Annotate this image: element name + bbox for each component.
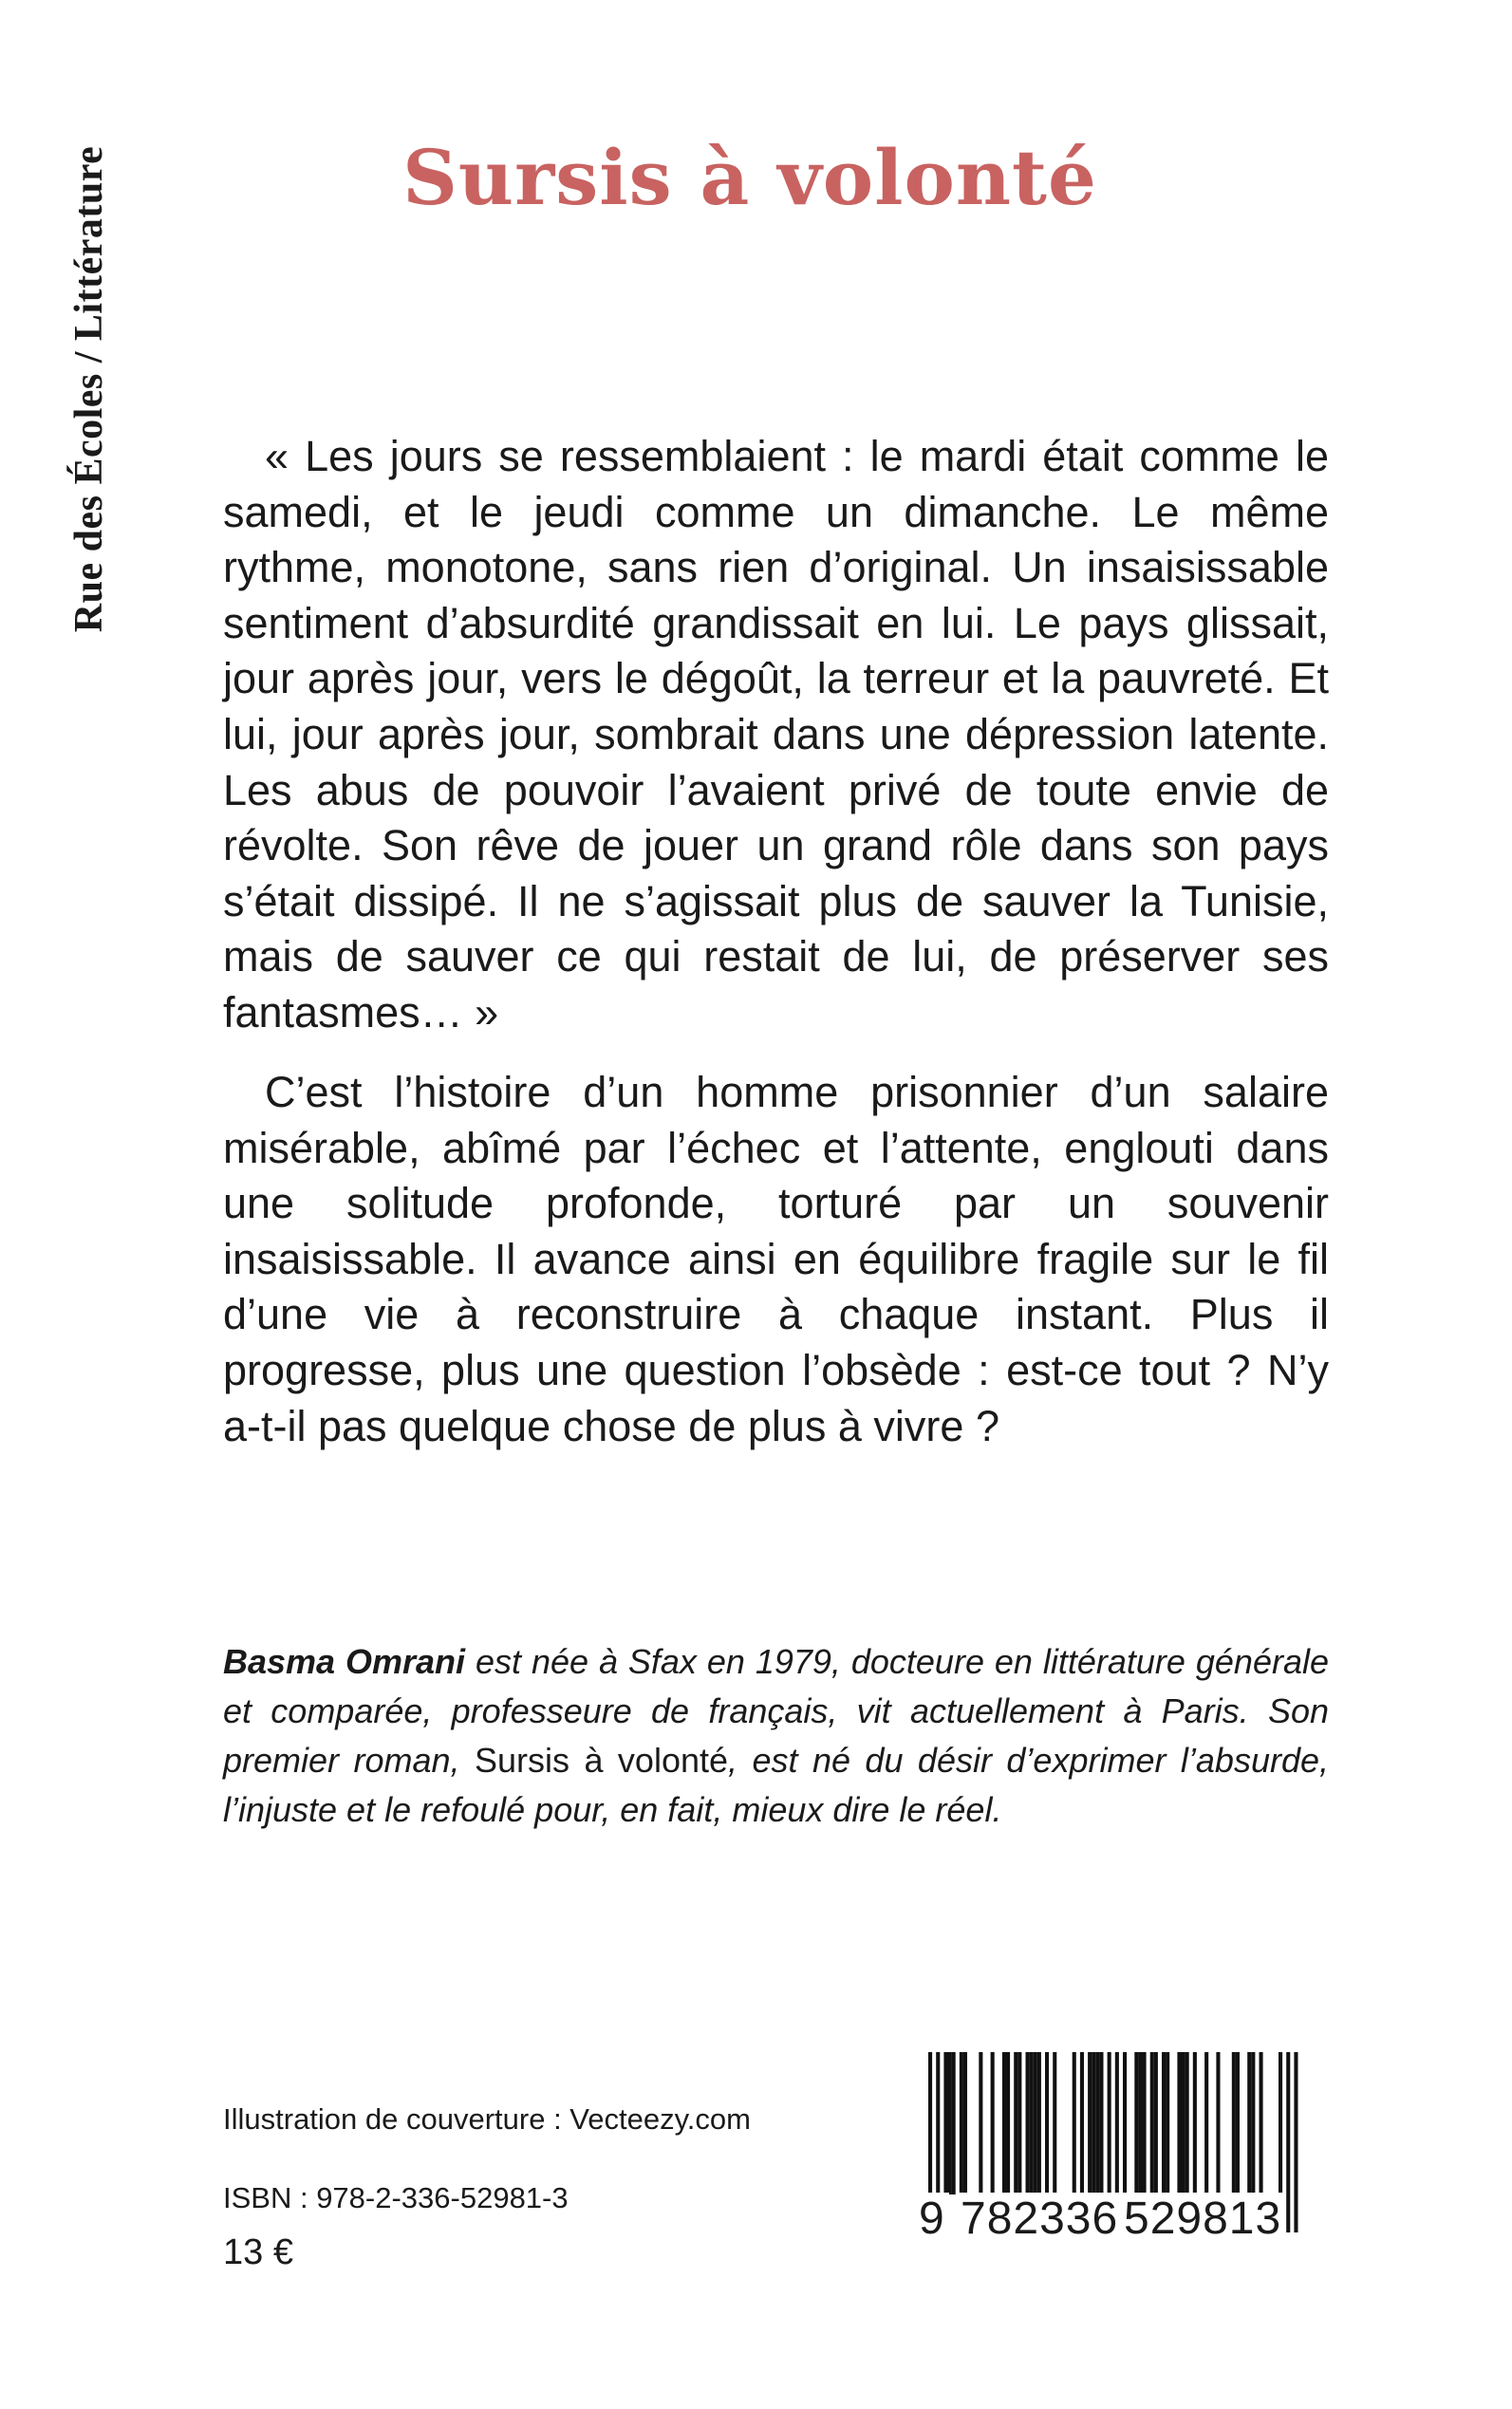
barcode-bar (1279, 2052, 1282, 2194)
barcode-bar (1045, 2052, 1049, 2194)
barcode-group-1: 782336 (957, 2193, 1122, 2245)
collection-text: Rue des Écoles / Littérature (67, 145, 111, 633)
barcode-bar (1006, 2052, 1010, 2194)
barcode-bar (960, 2052, 963, 2194)
author-bio (223, 1637, 1329, 1835)
price-label: 13 € (223, 2232, 293, 2272)
barcode-bar (1123, 2052, 1127, 2194)
barcode-bar (943, 2052, 947, 2194)
barcode-bar (1099, 2052, 1103, 2194)
author-name: Basma Omrani (223, 1642, 466, 1681)
barcode-bar (1247, 2052, 1251, 2194)
excerpt-paragraph: « Les jours se ressemblaient : le mardi était comme le samedi, et le jeudi comme un dimanche. Le même rythme, monotone, sans rien d’original. Un insaisissable sentiment d’absurdité grandissait en lui. Le pays glissait, jour après jour, vers le dégoût, la terreur et la pauvreté. Et lui, jour après jour, sombrait dans une dépression latente. Les abus de pouvoir l’avaient privé de toute envie de révolte. Son rêve de jouer un grand rôle dans son pays s’était dissipé. Il ne s’agissait plus de sauver la Tunisie, mais de sauver ce qui restait de lui, de préserver ses fantasmes… » (223, 432, 1329, 1036)
barcode-bar (1037, 2052, 1041, 2194)
barcode-bar (952, 2052, 956, 2194)
barcode-bar (1193, 2052, 1197, 2194)
summary-paragraph: C’est l’histoire d’un homme prisonnier d’un salaire misérable, abîmé par l’échec et l’attente, englouti dans une solitude profonde, torturé par un souvenir insaisissable. Il avance ainsi en équilibre fragile sur le fil d’une vie à reconstruire à chaque instant. Plus il progresse, plus une question l’obsède : est-ce tout ? N’y a-t-il pas quelque chose de plus à vivre ? (223, 1068, 1329, 1450)
barcode-bar (1053, 2052, 1056, 2194)
barcode-bar (1014, 2052, 1017, 2194)
barcode-bar (1216, 2052, 1220, 2194)
bio-text-part1: est née à Sfax en 1979, docteure en littérature générale et comparée, professeure de français, vit actuellement à Paris. Son premier roman, (223, 1642, 1329, 1780)
barcode-bar (1143, 2052, 1147, 2194)
barcode-bar (1017, 2052, 1021, 2194)
barcode-bar (1236, 2052, 1240, 2194)
barcode-bar (1080, 2052, 1084, 2194)
barcode-bar (1251, 2052, 1255, 2194)
bio-book-title: Sursis à volonté (474, 1741, 729, 1780)
barcode-group-2: 529813 (1120, 2193, 1285, 2245)
barcode-bar (1177, 2052, 1181, 2194)
barcode-bar (1154, 2052, 1158, 2194)
barcode-bar (1034, 2052, 1037, 2194)
barcode-bar (963, 2052, 967, 2194)
barcode-bar (1134, 2052, 1138, 2194)
barcode-bar (1138, 2052, 1142, 2194)
barcode-bar (1002, 2052, 1006, 2194)
isbn-label: ISBN : 978-2-336-52981-3 (223, 2181, 569, 2214)
barcode-bar (1092, 2052, 1095, 2194)
book-title: Sursis à volonté (402, 133, 1097, 222)
barcode-bar (1286, 2052, 1290, 2232)
barcode-bar (1185, 2052, 1189, 2194)
barcode-bar (1162, 2052, 1166, 2194)
barcode-bar (1088, 2052, 1092, 2194)
barcode-bar (948, 2052, 952, 2194)
barcode-bar (1166, 2052, 1169, 2194)
barcode-bar (1095, 2052, 1099, 2194)
barcode-bar (991, 2052, 995, 2194)
barcode-bar (979, 2052, 982, 2194)
barcode-first-digit: 9 (915, 2193, 949, 2245)
barcode-bar (1026, 2052, 1030, 2194)
bio-text-part2: , est né du désir d’exprimer l’absurde, l’injuste et le refoulé pour, en fait, mieux dire le réel. (223, 1741, 1329, 1829)
spine-collection-label (63, 104, 116, 674)
barcode-bar (1204, 2052, 1208, 2194)
barcode-bar (1030, 2052, 1034, 2194)
barcode-bar (1073, 2052, 1076, 2194)
barcode-bar (1232, 2052, 1236, 2194)
illustration-credit: Illustration de couverture : Vecteezy.com (223, 2102, 751, 2136)
barcode-bar (1294, 2052, 1297, 2232)
barcode-bar (1150, 2052, 1154, 2194)
barcode-bar (1260, 2052, 1263, 2194)
barcode-bar (1182, 2052, 1185, 2194)
